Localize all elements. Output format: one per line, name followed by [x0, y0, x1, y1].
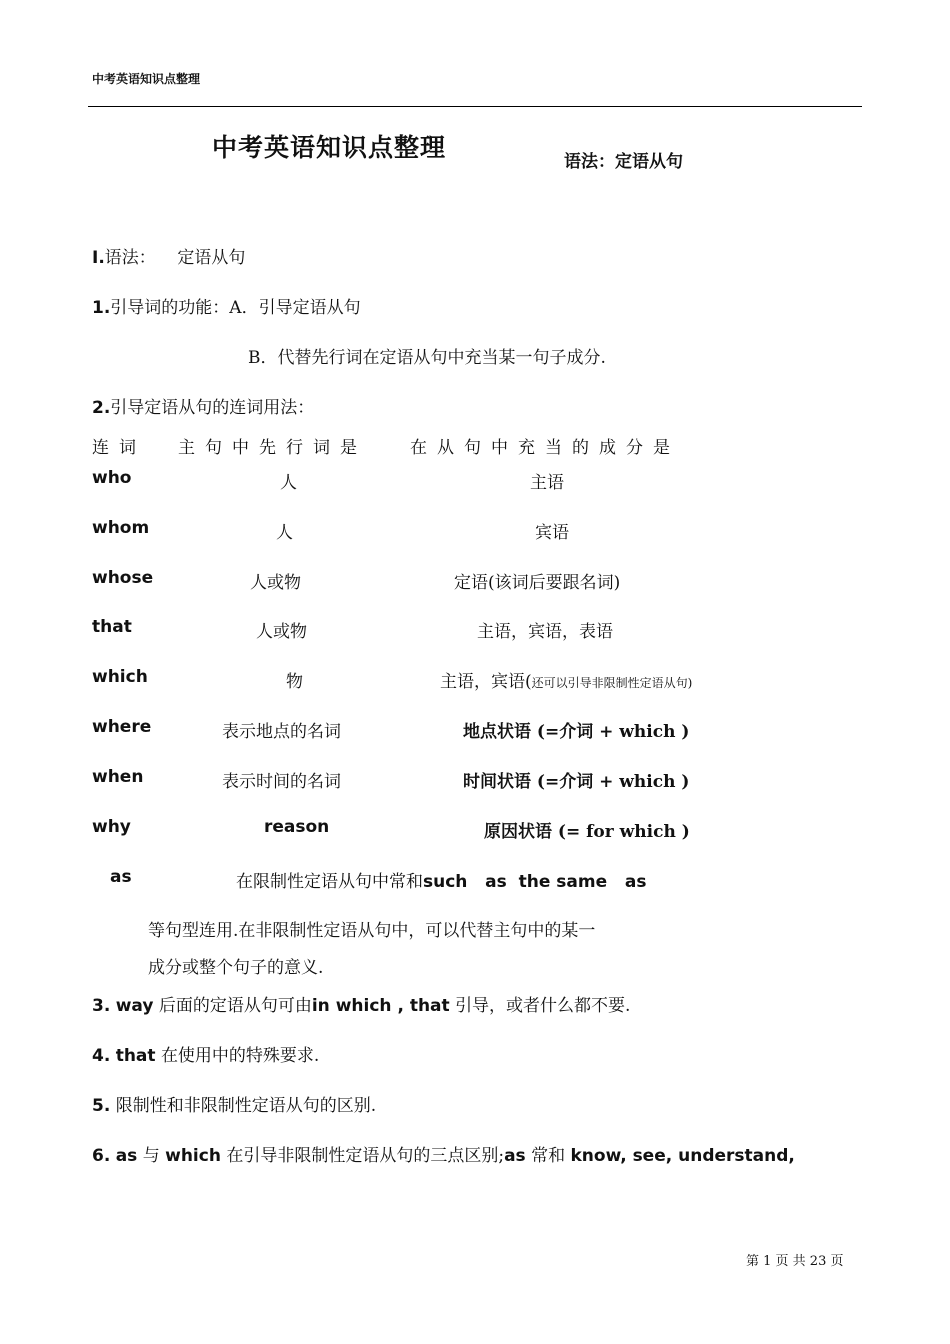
point-number: 6.	[92, 1146, 111, 1166]
table-row-antecedent: 人	[276, 523, 293, 543]
table-row-role: 地点状语 (=介词 + which )	[463, 722, 690, 742]
table-row-word: why	[92, 817, 131, 837]
table-row-word: whose	[92, 568, 154, 588]
point-number: 1.	[92, 298, 111, 318]
point-text: 在引导非限制性定语从句的三点区别;	[226, 1146, 505, 1166]
as-row-continuation: 成分或整个句子的意义.	[148, 958, 324, 978]
table-row-role: 宾语	[535, 523, 569, 543]
table-row-antecedent: reason	[264, 817, 330, 837]
table-row-role: 主语	[530, 473, 564, 493]
page-title: 中考英语知识点整理	[212, 133, 447, 162]
point-text: 在使用中的特殊要求.	[160, 1046, 320, 1066]
point-5	[92, 1091, 376, 1116]
keyword: as	[504, 1146, 526, 1166]
point-text: 引导定语从句的连词用法：	[110, 398, 315, 418]
point-text: 引导，或者什么都不要.	[455, 996, 631, 1016]
as-desc-text: 在限制性定语从句中常和	[236, 872, 423, 892]
keyword: in which , that	[311, 996, 450, 1016]
point-4	[92, 1041, 319, 1066]
point-text: 限制性和非限制性定语从句的区别.	[115, 1096, 377, 1116]
table-row-antecedent: 物	[286, 672, 303, 692]
running-header: 中考英语知识点整理	[92, 72, 201, 86]
keyword: way	[115, 996, 154, 1016]
table-row-word: when	[92, 767, 144, 787]
point-number: 2.	[92, 398, 111, 418]
point-text: 后面的定语从句可由	[158, 996, 312, 1016]
point-6	[92, 1141, 795, 1166]
page-subtitle: 语法：定语从句	[564, 152, 683, 172]
table-row-antecedent: 表示时间的名词	[222, 772, 341, 792]
keyword: which	[165, 1146, 221, 1166]
as-desc-phrase: such as the same as	[423, 872, 647, 892]
point-number: 5.	[92, 1096, 111, 1116]
table-header-role: 在从句中充当的成分是	[410, 438, 680, 458]
table-row-word: as	[110, 867, 132, 887]
table-row-role	[440, 667, 692, 692]
role-text: 主语，宾语(	[440, 672, 532, 692]
table-row-role: 时间状语 (=介词 + which )	[463, 772, 690, 792]
table-row-antecedent: 人或物	[256, 622, 307, 642]
role-note: 还可以引导非限制性定语从句)	[531, 676, 693, 690]
point-text: 引导词的功能：A．引导定语从句	[110, 298, 361, 318]
section-text: 语法： 定语从句	[104, 248, 246, 268]
section-number: I.	[92, 248, 105, 268]
table-row-antecedent: 人	[280, 473, 297, 493]
table-row-role: 原因状语 (= for which )	[484, 822, 690, 842]
table-row-word: whom	[92, 518, 150, 538]
as-row-continuation: 等句型连用.在非限制性定语从句中，可以代替主句中的某一	[148, 921, 596, 941]
table-row-word: that	[92, 617, 132, 637]
page-footer: 第 1 页 共 23 页	[746, 1254, 844, 1269]
point-1	[92, 293, 361, 318]
point-text: 常和	[531, 1146, 566, 1166]
point-1-line-2: B．代替先行词在定语从句中充当某一句子成分.	[248, 348, 606, 368]
table-header-antecedent: 主句中先行词是	[178, 438, 367, 458]
table-row-word: who	[92, 468, 132, 488]
point-number: 3.	[92, 996, 111, 1016]
table-row-role: 主语，宾语，表语	[477, 622, 613, 642]
header-rule	[88, 106, 862, 107]
point-3	[92, 991, 630, 1016]
point-2	[92, 393, 314, 418]
point-text: 与	[142, 1146, 160, 1166]
table-row-word: which	[92, 667, 148, 687]
as-row-desc	[236, 867, 646, 892]
table-row-word: where	[92, 717, 152, 737]
section-heading	[92, 243, 245, 268]
keyword: know, see, understand,	[570, 1146, 795, 1166]
table-row-antecedent: 人或物	[250, 573, 301, 593]
table-row-role: 定语(该词后要跟名词)	[454, 573, 621, 593]
point-number: 4.	[92, 1046, 111, 1066]
table-header-word: 连词	[92, 438, 146, 458]
keyword: as	[115, 1146, 138, 1166]
table-row-antecedent: 表示地点的名词	[222, 722, 341, 742]
keyword: that	[115, 1046, 156, 1066]
